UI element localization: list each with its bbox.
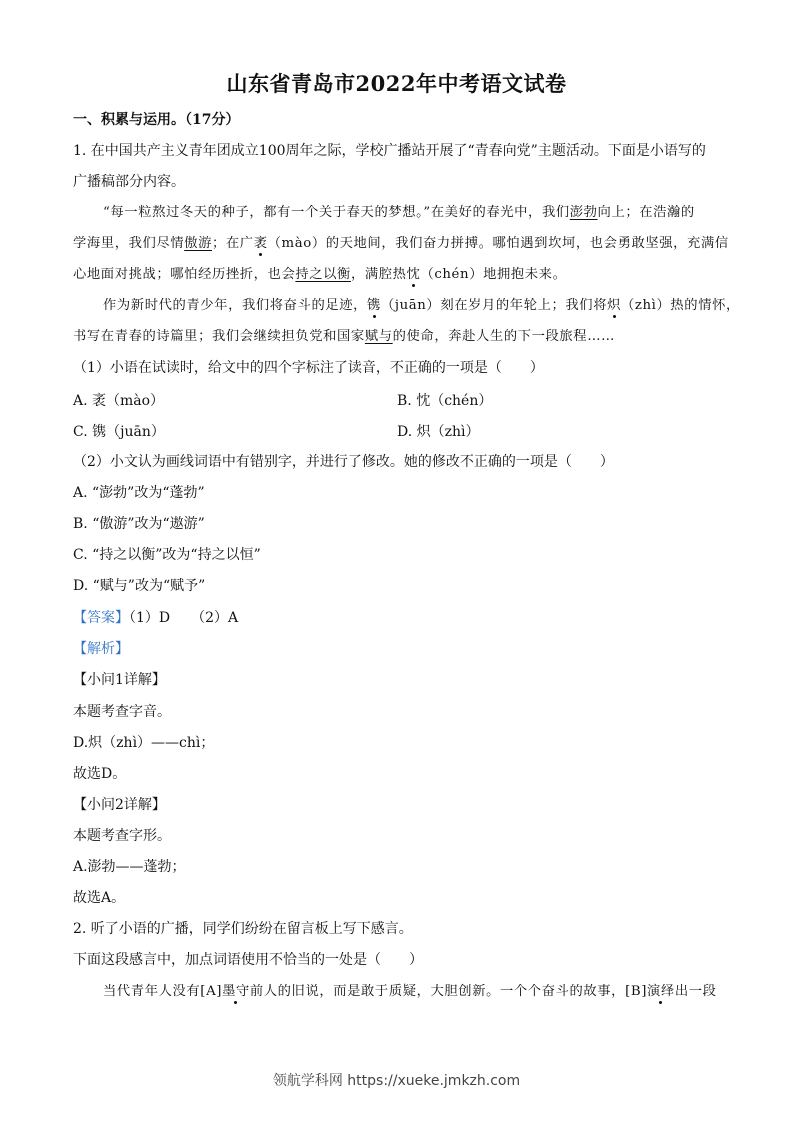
text-span: 当代青年人没有[A]	[103, 984, 223, 999]
dotted-word: 演绎	[647, 984, 675, 999]
underlined-word: 傲游	[184, 236, 212, 251]
option-b: B. “傲游”改为“遨游”	[73, 516, 205, 532]
text-span: ，满腔热	[350, 267, 407, 282]
detail-text: 本题考查字音。	[73, 704, 171, 720]
option-d: D. “赋与”改为“赋予”	[73, 578, 206, 594]
text-span: 作为新时代的青少年，我们将奋斗的足迹，	[103, 298, 368, 313]
answer-line	[73, 608, 238, 628]
detail-text: 本题考查字形。	[73, 828, 171, 844]
underlined-word: 持之以衡	[295, 267, 351, 282]
page-footer: 领航学科网 https://xueke.jmkzh.com	[272, 1073, 521, 1089]
detail-text: 故选A。	[73, 890, 126, 906]
text-span: 心地面对挑战；哪怕经历挫折，也会	[73, 267, 296, 282]
q2-passage-line1	[103, 982, 717, 1002]
option-c: C. “持之以衡”改为“持之以恒”	[73, 547, 261, 563]
text-span: ；在广	[211, 236, 254, 251]
option-b: B. 忱（chén）	[397, 393, 493, 409]
page-title: 山东省青岛市2022年中考语文试卷	[226, 71, 567, 96]
detail-text: D.炽（zhì）——chì；	[73, 735, 215, 751]
section-heading: 一、积累与运用。（17分）	[73, 112, 240, 128]
passage-p2-line1	[103, 296, 740, 316]
analysis-tag: 【解析】	[73, 641, 129, 657]
text-span: 学海里，我们尽情	[73, 236, 185, 251]
dotted-word: 墨守	[222, 984, 250, 999]
text-span: （chén）地拥抱未来。	[420, 267, 567, 282]
detail-heading: 【小问1详解】	[73, 672, 166, 688]
q1-stem-line2: 广播稿部分内容。	[73, 174, 185, 190]
dotted-char: 炽	[607, 298, 621, 313]
passage-p1-line1	[103, 203, 695, 223]
option-d: D. 炽（zhì）	[397, 424, 480, 440]
q1-stem-line1: 1. 在中国共产主义青年团成立100周年之际，学校广播站开展了“青春向党”主题活动。下面是小语写的	[73, 143, 706, 159]
text-span: “每一粒熬过冬天的种子，都有一个关于春天的梦想。”在美好的春光中，我们	[103, 205, 570, 220]
text-span: 向上；在浩瀚的	[597, 205, 695, 220]
dotted-char: 镌	[367, 298, 381, 313]
subquestion-1: （1）小语在试读时，给文中的四个字标注了读音，不正确的一项是（ ）	[73, 360, 544, 376]
answer-text: （1）D （2）A	[129, 610, 239, 626]
answer-tag: 【答案】	[73, 610, 129, 626]
option-a: A. 袤（mào）	[73, 393, 165, 409]
text-span: 书写在青春的诗篇里；我们会继续担负党和国家	[73, 329, 365, 344]
passage-p2-line2	[73, 327, 615, 347]
subquestion-2: （2）小文认为画线词语中有错别字，并进行了修改。她的修改不正确的一项是（ ）	[73, 454, 614, 470]
option-c: C. 镌（juān）	[73, 424, 165, 440]
text-span: （mào）的天地间，我们奋力拼搏。哪怕遇到坎坷，也会勇敢坚强，充满信	[267, 236, 729, 251]
option-a: A. “澎勃”改为“蓬勃”	[73, 485, 205, 501]
dotted-char: 忱	[406, 267, 421, 282]
text-span: 的使命，奔赴人生的下一段旅程……	[392, 329, 615, 344]
detail-heading: 【小问2详解】	[73, 797, 166, 813]
underlined-word: 澎勃	[569, 205, 598, 220]
text-span: （zhì）热的情怀，	[621, 298, 740, 313]
q2-stem-line1: 2. 听了小语的广播，同学们纷纷在留言板上写下感言。	[73, 921, 413, 937]
detail-text: 故选D。	[73, 766, 127, 782]
detail-text: A.澎勃——蓬勃；	[73, 859, 186, 875]
q2-stem-line2: 下面这段感言中，加点词语使用不恰当的一处是（ ）	[73, 952, 423, 968]
dotted-char: 袤	[253, 236, 268, 251]
passage-p1-line3	[73, 265, 566, 285]
text-span: 出一段	[674, 984, 717, 999]
text-span: （juān）刻在岁月的年轮上；我们将	[380, 298, 608, 313]
underlined-word: 赋与	[364, 329, 393, 344]
text-span: 前人的旧说，而是敢于质疑，大胆创新。一个个奋斗的故事，[B]	[249, 984, 648, 999]
passage-p1-line2	[73, 234, 729, 254]
